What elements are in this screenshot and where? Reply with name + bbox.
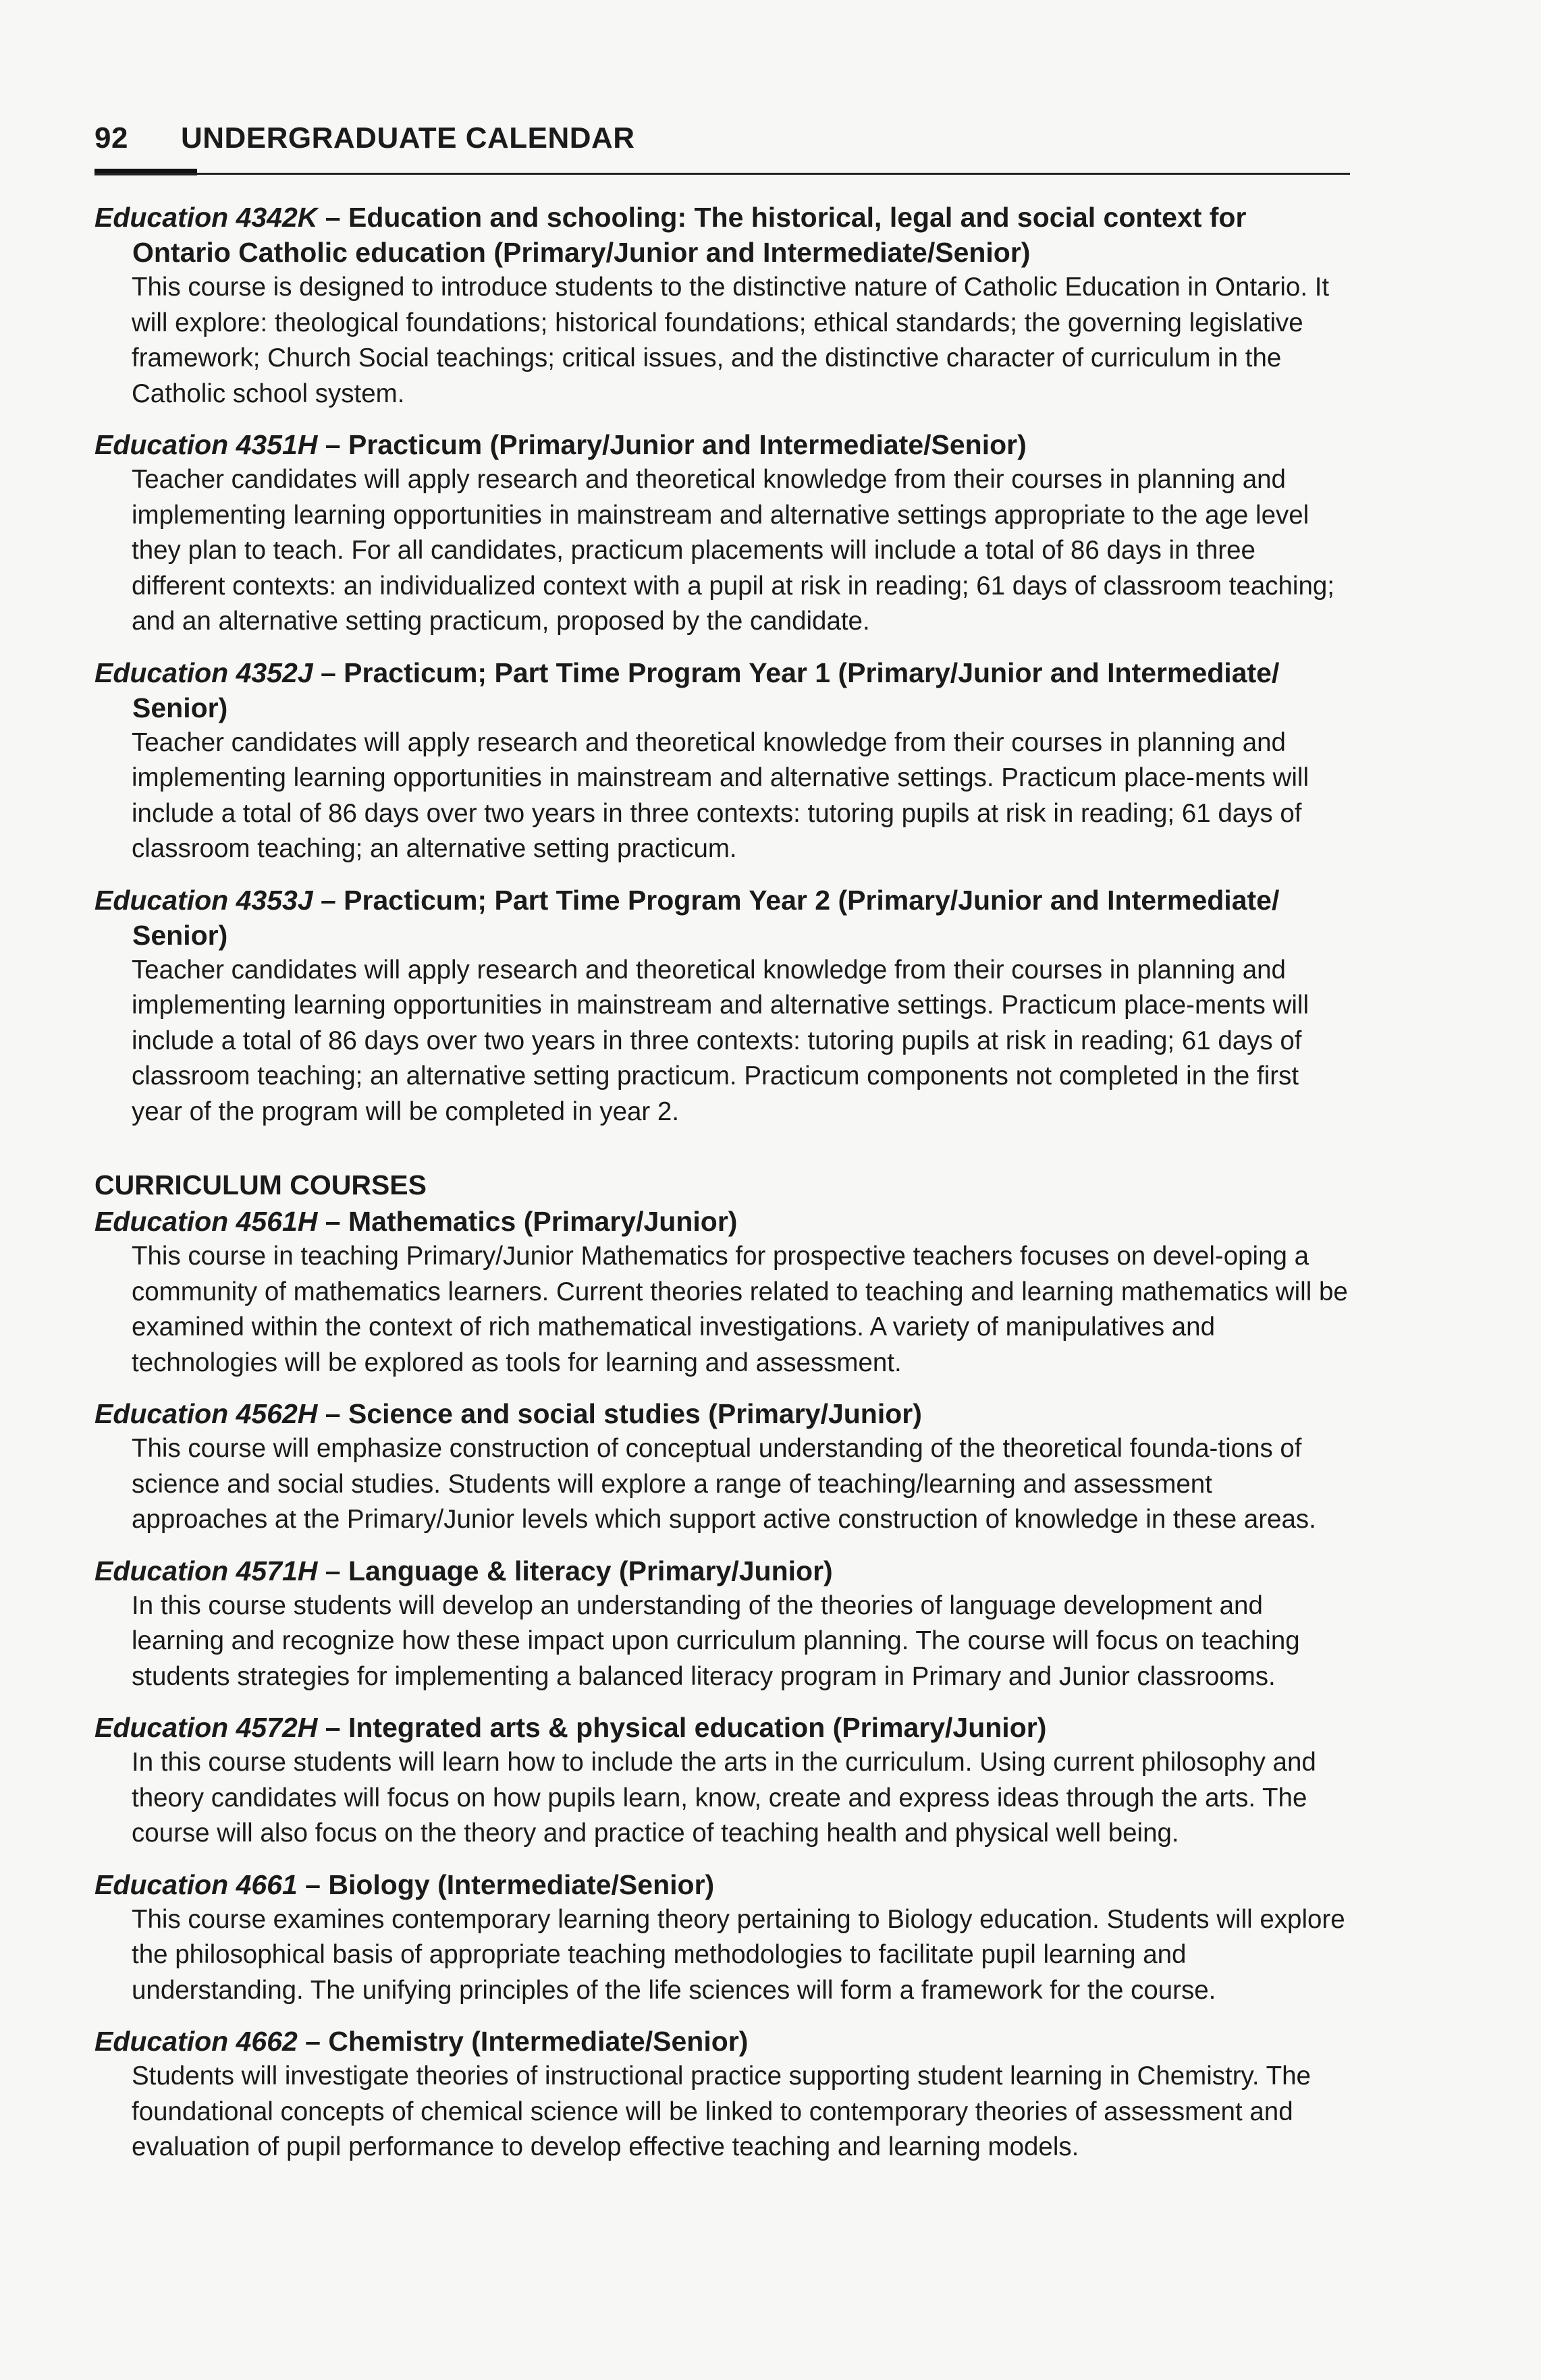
course-code: Education 4352J xyxy=(94,657,313,688)
course-description: In this course students will learn how to include the arts in the curriculum. Using current philosophy and theory candidates will focus on how pupils learn, know, create and express ideas through the arts. The course will also focus on the theory and practice of teaching health and physical well being. xyxy=(132,1748,1316,1848)
running-title: UNDERGRADUATE CALENDAR xyxy=(180,121,635,155)
course-code: Education 4353J xyxy=(94,884,313,916)
course-description: In this course students will develop an understanding of the theories of language development and learning and recognize how these impact upon curriculum planning. The course will focus on teaching students strategies for implementing a balanced literacy program in Primary and Junior classrooms. xyxy=(132,1590,1300,1691)
course-name: Chemistry (Intermediate/Senior) xyxy=(328,2026,749,2057)
course-entry xyxy=(94,1553,1350,1695)
course-description: This course will emphasize construction of conceptual understanding of the theoretical founda-tions of science and social studies. Students will explore a range of teaching/learning and assessment approaches at the Primary/Junior levels which support active construction of knowledge in these areas. xyxy=(132,1434,1316,1534)
course-title: Education 4571H – Language & literacy (Primary/Junior) xyxy=(94,1555,833,1586)
course-description: This course in teaching Primary/Junior Mathematics for prospective teachers focuses on devel-oping a community of mathematics learners. Current theories related to teaching and learning mathematics will be examined within the context of rich mathematical investigations. A variety of manipulatives and technologies will be explored as tools for learning and assessment. xyxy=(132,1242,1348,1377)
course-title: Education 4661 – Biology (Intermediate/Senior) xyxy=(94,1869,715,1900)
header-rule xyxy=(94,167,1350,177)
course-title: Education 4353J – Practicum; Part Time Program Year 2 (Primary/Junior and Intermediate/ Senior) xyxy=(94,884,1280,951)
course-title: Education 4572H – Integrated arts & physical education (Primary/Junior) xyxy=(94,1712,1047,1743)
course-title: Education 4561H – Mathematics (Primary/Junior) xyxy=(94,1206,738,1237)
section-heading: CURRICULUM COURSES xyxy=(94,1169,427,1200)
course-name: Practicum; Part Time Program Year 1 (Primary/Junior and Intermediate/ Senior) xyxy=(132,657,1280,723)
course-title: Education 4352J – Practicum; Part Time Program Year 1 (Primary/Junior and Intermediate/ Senior) xyxy=(94,657,1280,723)
course-code: Education 4562H xyxy=(94,1398,318,1429)
course-description: Teacher candidates will apply research and theoretical knowledge from their courses in planning and implementing learning opportunities in mainstream and alternative settings appropriate to the age level they plan to teach. For all candidates, practicum placements will include a total of 86 days in three different contexts: an individualized context with a pupil at risk in reading; 61 days of classroom teaching; and an alternative setting practicum, proposed by the candidate. xyxy=(132,465,1334,636)
course-code: Education 4342K xyxy=(94,202,318,233)
course-title: Education 4351H – Practicum (Primary/Junior and Intermediate/Senior) xyxy=(94,429,1027,460)
course-name: Integrated arts & physical education (Primary/Junior) xyxy=(348,1712,1047,1743)
course-code: Education 4662 xyxy=(94,2026,298,2057)
course-code: Education 4571H xyxy=(94,1555,318,1586)
course-code: Education 4661 xyxy=(94,1869,298,1900)
course-description: This course examines contemporary learning theory pertaining to Biology education. Students will explore the philosophical basis of appropriate teaching methodologies to facilitate pupil learning and understanding. The unifying principles of the life sciences will form a framework for the course. xyxy=(132,1904,1345,2005)
page-number: 92 xyxy=(94,121,128,155)
course-entry xyxy=(94,655,1350,867)
course-name: Practicum; Part Time Program Year 2 (Primary/Junior and Intermediate/ Senior) xyxy=(132,884,1280,951)
course-list-curriculum xyxy=(94,1204,1350,2165)
course-description: Teacher candidates will apply research and theoretical knowledge from their courses in planning and implementing learning opportunities in mainstream and alternative settings. Practicum place-ments will include a total of 86 days over two years in three contexts: tutoring pupils at risk in reading; 61 days of classroom teaching; an alternative setting practicum. xyxy=(132,727,1309,863)
course-entry xyxy=(94,200,1350,412)
course-entry xyxy=(94,883,1350,1130)
course-code: Education 4351H xyxy=(94,429,318,460)
course-title: Education 4342K – Education and schooling: The historical, legal and social context for Ontario Catholic education (Primary/Junior and Intermediate/Senior) xyxy=(94,202,1247,268)
course-code: Education 4572H xyxy=(94,1712,318,1743)
course-title: Education 4562H – Science and social studies (Primary/Junior) xyxy=(94,1398,922,1429)
course-name: Mathematics (Primary/Junior) xyxy=(348,1206,738,1237)
course-entry xyxy=(94,1204,1350,1381)
course-entry xyxy=(94,427,1350,640)
course-name: Biology (Intermediate/Senior) xyxy=(328,1869,715,1900)
course-title: Education 4662 – Chemistry (Intermediate/Senior) xyxy=(94,2026,749,2057)
course-name: Language & literacy (Primary/Junior) xyxy=(348,1555,833,1586)
course-name: Science and social studies (Primary/Junior) xyxy=(348,1398,922,1429)
course-description: Teacher candidates will apply research and theoretical knowledge from their courses in planning and implementing learning opportunities in mainstream and alternative settings. Practicum place-ments will include a total of 86 days over two years in three contexts: tutoring pupils at risk in reading; 61 days of classroom teaching; an alternative setting practicum. Practicum components not completed in the first year of the program will be completed in year 2. xyxy=(132,955,1309,1126)
course-name: Education and schooling: The historical, legal and social context for Ontario Catholic education (Primary/Junior and Intermediate/Senior) xyxy=(132,202,1247,268)
course-name: Practicum (Primary/Junior and Intermediate/Senior) xyxy=(348,429,1027,460)
course-list-general xyxy=(94,200,1350,1130)
calendar-page xyxy=(94,121,1350,2181)
course-entry xyxy=(94,2024,1350,2165)
course-code: Education 4561H xyxy=(94,1206,318,1237)
course-entry xyxy=(94,1396,1350,1538)
course-entry xyxy=(94,1710,1350,1852)
course-description: This course is designed to introduce students to the distinctive nature of Catholic Education in Ontario. It will explore: theological foundations; historical foundations; ethical standards; the governing legislative framework; Church Social teachings; critical issues, and the distinctive character of curriculum in the Catholic school system. xyxy=(132,273,1330,408)
header-rule-thin xyxy=(94,173,1350,175)
course-entry xyxy=(94,1867,1350,2009)
course-description: Students will investigate theories of instructional practice supporting student learning in Chemistry. The foundational concepts of chemical science will be linked to contemporary theories of assessment and evaluation of pupil performance to develop effective teaching and learning models. xyxy=(132,2061,1311,2161)
running-head xyxy=(94,121,1350,163)
